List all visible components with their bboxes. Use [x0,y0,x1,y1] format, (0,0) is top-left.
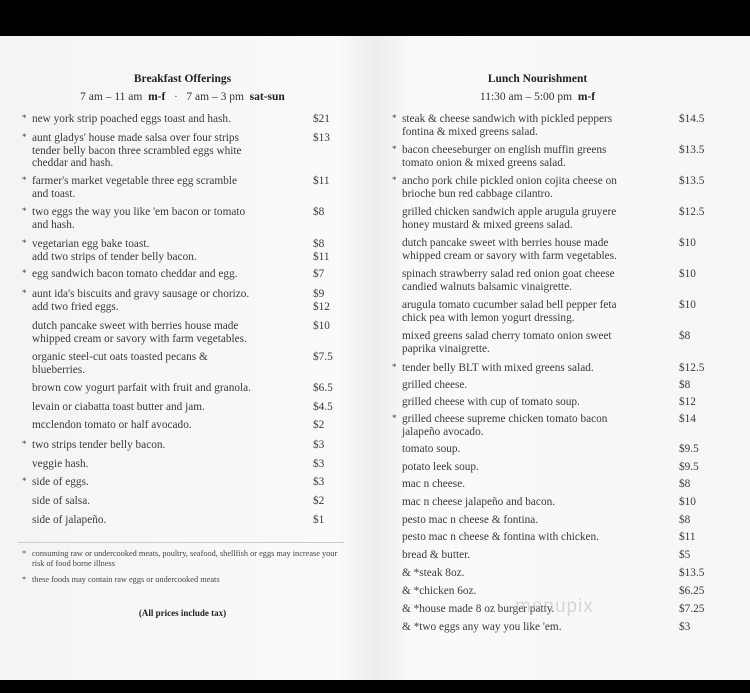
watermark: menupix [515,596,594,617]
menu-item-price: $8 [679,514,691,526]
breakfast-days-weekday: m-f [148,91,166,103]
menu-item-price: $10 [679,496,696,508]
raw-food-asterisk: * [22,175,27,185]
raw-eggs-note [22,575,342,585]
lunch-days: m-f [577,91,596,103]
raw-food-asterisk: * [22,206,27,216]
menu-item-description: blueberries. [32,363,86,376]
menu-item-price: $10 [313,320,330,332]
raw-food-asterisk: * [22,132,27,142]
menu-item-description: and hash. [32,218,75,231]
menu-item-price: $12 [679,396,696,408]
menu-item-description: mac n cheese. [402,478,466,490]
menu-item [402,585,705,598]
menu-item-description: bacon cheeseburger on english muffin greens [402,144,607,156]
menu-item [392,175,705,200]
menu-item-description: mac n cheese jalapeño and bacon. [402,496,556,508]
lunch-hours-time: 11:30 am – 5:00 pm [479,91,573,103]
menu-item-description: two strips tender belly bacon. [32,439,166,451]
menu-item-description: mixed greens salad cherry tomato onion sweet [402,330,612,342]
raw-food-asterisk: * [22,476,27,486]
breakfast-days-weekend: sat-sun [249,91,285,103]
menu-item-price: $5 [679,549,691,561]
menu-item-description: ancho pork chile pickled onion cojita cheese on [402,175,617,187]
raw-food-asterisk: * [392,175,397,185]
lunch-title: Lunch Nourishment [487,73,588,85]
note-asterisk: * [22,575,27,584]
menu-item-price: $6.25 [679,585,705,597]
menu-item [32,401,333,414]
menu-item-description: and toast. [32,187,76,200]
menu-item-description: aunt ida's biscuits and gravy sausage or chorizo. [32,288,250,300]
menu-item [32,382,333,395]
menu-item-description: dutch pancake sweet with berries house made [402,237,609,249]
menu-item [402,549,691,562]
menu-item-price: $12.5 [679,206,705,218]
menu-item-price: $4.5 [313,401,333,413]
lunch-hours [375,91,700,103]
menu-item [22,238,330,263]
menu-item [402,567,705,580]
menu-item [402,396,696,409]
menu-item-price: $7.5 [313,351,333,363]
menu-item-price: $13.5 [679,144,705,156]
breakfast-hours-weekday: 7 am – 11 am [80,91,143,103]
menu-item [402,443,699,456]
menu-item-price: $10 [679,268,696,280]
menu-item-price: $2 [313,419,325,431]
menu-item-description: honey mustard & mixed greens salad. [402,218,573,231]
menu-item [22,476,325,489]
menu-item-description: add two strips of tender belly bacon. [32,250,197,263]
menu-item-description: mcclendon tomato or half avocado. [32,419,192,431]
note-asterisk: * [22,549,27,558]
raw-food-asterisk: * [22,439,27,449]
menu-item-description: paprika vinaigrette. [402,342,490,355]
breakfast-hours [0,91,365,103]
menu-item [22,132,330,170]
menu-item [32,495,325,508]
menu-item-description: new york strip poached eggs toast and hash. [32,113,231,125]
menu-item-price: $10 [679,299,696,311]
menu-item-description: levain or ciabatta toast butter and jam. [32,401,205,413]
menu-item [392,144,705,169]
menu-item [22,175,330,200]
menu-item [22,439,325,452]
menu-item-description: pesto mac n cheese & fontina with chicken. [402,531,600,543]
menu-item-description: candied walnuts balsamic vinaigrette. [402,280,573,293]
menu-item [22,268,325,281]
menu-item-description: grilled cheese. [402,379,468,391]
menu-item-price: $3 [679,621,691,633]
menu-item-price: $3 [313,458,325,470]
menu-item-price: $7.25 [679,603,705,615]
menu-item-price: $6.5 [313,382,333,394]
menu-item-description: jalapeño avocado. [402,425,484,438]
tax-note: (All prices include tax) [138,608,227,618]
raw-food-asterisk: * [392,362,397,372]
menu-item-description: brown cow yogurt parfait with fruit and granola. [32,382,251,394]
menu-item [402,461,699,474]
menu-item-price: $13 [313,132,330,144]
menu-item-price: $7 [313,268,325,280]
menu-item-price: $9.5 [679,461,699,473]
menu-item-description: & *steak 8oz. [402,567,465,579]
menu-item-description: chick pea with lemon yogurt dressing. [402,311,575,324]
menu-item-description: grilled cheese supreme chicken tomato bacon [402,413,608,425]
menu-item-price: $11 [679,531,696,543]
breakfast-title: Breakfast Offerings [133,73,232,85]
menu-item-description: tender belly bacon three scrambled eggs white [32,144,242,157]
menu-item-description: grilled cheese with cup of tomato soup. [402,396,580,408]
menu-item-price: $8 [679,379,691,391]
menu-item-price: $13.5 [679,567,705,579]
menu-item [402,206,705,231]
menu-item [22,113,330,126]
raw-food-asterisk: * [22,268,27,278]
menu-item [22,206,325,231]
menu-item-price: $10 [679,237,696,249]
menu-item-price: $8 [313,206,325,218]
note-text: these foods may contain raw eggs or undercooked meats [32,575,220,584]
menu-item-description: tender belly BLT with mixed greens salad. [402,362,594,374]
menu-item-description: & *chicken 6oz. [402,585,477,597]
menu-item [32,351,333,376]
menu-item-price: $12 [313,300,330,313]
menu-item-description: organic steel-cut oats toasted pecans & [32,351,208,363]
menu-item [402,268,696,293]
raw-food-asterisk: * [22,238,27,248]
menu-item-price: $21 [313,113,330,125]
menu-item-description: whipped cream or savory with farm vegetables. [32,332,247,345]
raw-food-asterisk: * [22,288,27,298]
food-safety-note [22,549,342,569]
menu-item [32,514,325,527]
menu-item-description: two eggs the way you like 'em bacon or tomato [32,206,246,218]
menu-item-price: $3 [313,476,325,488]
menu-item-price: $11 [313,175,330,187]
menu-item [402,496,696,509]
menu-item-description: vegetarian egg bake toast. [32,238,150,250]
menu-item [402,330,691,355]
menu-item-price: $2 [313,495,325,507]
menu-item-price: $8 [679,478,691,490]
menu-item [32,458,325,471]
menu-item-description: bread & butter. [402,549,471,561]
menu-item-price: $3 [313,439,325,451]
menu-item [32,419,325,432]
menu-item-description: side of salsa. [32,495,91,507]
breakfast-hours-weekend: 7 am – 3 pm [186,91,244,103]
menu-item-description: egg sandwich bacon tomato cheddar and egg. [32,268,238,280]
raw-food-asterisk: * [392,144,397,154]
menu-item-price: $14.5 [679,113,705,125]
menu-item [392,113,705,138]
menu-item-description: tomato onion & mixed greens salad. [402,156,566,169]
hours-separator: · [173,91,178,103]
menu-item-price: $8 [679,330,691,342]
menu-item-description: brioche bun red cabbage cilantro. [402,187,553,200]
menu-item-price: $14 [679,413,696,425]
raw-food-asterisk: * [392,413,397,423]
menu-item-price: $1 [313,514,325,526]
menu-item-price: $11 [313,250,330,263]
menu-item [402,478,691,491]
menu-item [402,379,691,392]
menu-item-description: add two fried eggs. [32,300,119,313]
menu-item [402,514,691,527]
menu-item-description: aunt gladys' house made salsa over four strips [32,132,239,144]
menu-item-description: & *two eggs any way you like 'em. [402,621,562,633]
menu-item [402,531,696,544]
menu-item-price: $8 [313,238,325,250]
menu-item-description: farmer's market vegetable three egg scramble [32,175,237,187]
menu-item-description: spinach strawberry salad red onion goat cheese [402,268,615,280]
menu-item [32,320,330,345]
menu-item-description: side of eggs. [32,476,89,488]
menu-item-description: grilled chicken sandwich apple arugula gruyere [402,206,617,218]
raw-food-asterisk: * [22,113,27,123]
menu-item-price: $9 [313,288,325,300]
menu-item-description: arugula tomato cucumber salad bell pepper feta [402,299,617,311]
menu-item-description: cheddar and hash. [32,157,114,169]
menu-item-description: pesto mac n cheese & fontina. [402,514,539,526]
menu-item [392,413,696,438]
menu-item-description: whipped cream or savory with farm vegetables. [402,249,617,262]
menu-item-description: fontina & mixed greens salad. [402,125,538,138]
menu-item-price: $12.5 [679,362,705,374]
menu-item-price: $13.5 [679,175,705,187]
menu-item [402,299,696,324]
menu-item [402,621,691,634]
footer-divider [18,542,344,543]
menu-item-description: side of jalapeño. [32,514,107,526]
raw-food-asterisk: * [392,113,397,123]
menu-item-description: tomato soup. [402,443,461,455]
note-text: consuming raw or undercooked meats, poultry, seafood, shellfish or eggs may increase your risk of food borne illness [32,549,338,568]
menu-item-price: $9.5 [679,443,699,455]
menu-item-description: dutch pancake sweet with berries house made [32,320,239,332]
menu-item-description: steak & cheese sandwich with pickled peppers [402,113,613,125]
menu-item-description: & *house made 8 oz burger patty. [402,603,555,615]
menu-item-description: potato leek soup. [402,461,479,473]
menu-item-description: veggie hash. [32,458,89,470]
menu-item [392,362,705,375]
menu-item [402,237,696,262]
menu-item [22,288,330,313]
